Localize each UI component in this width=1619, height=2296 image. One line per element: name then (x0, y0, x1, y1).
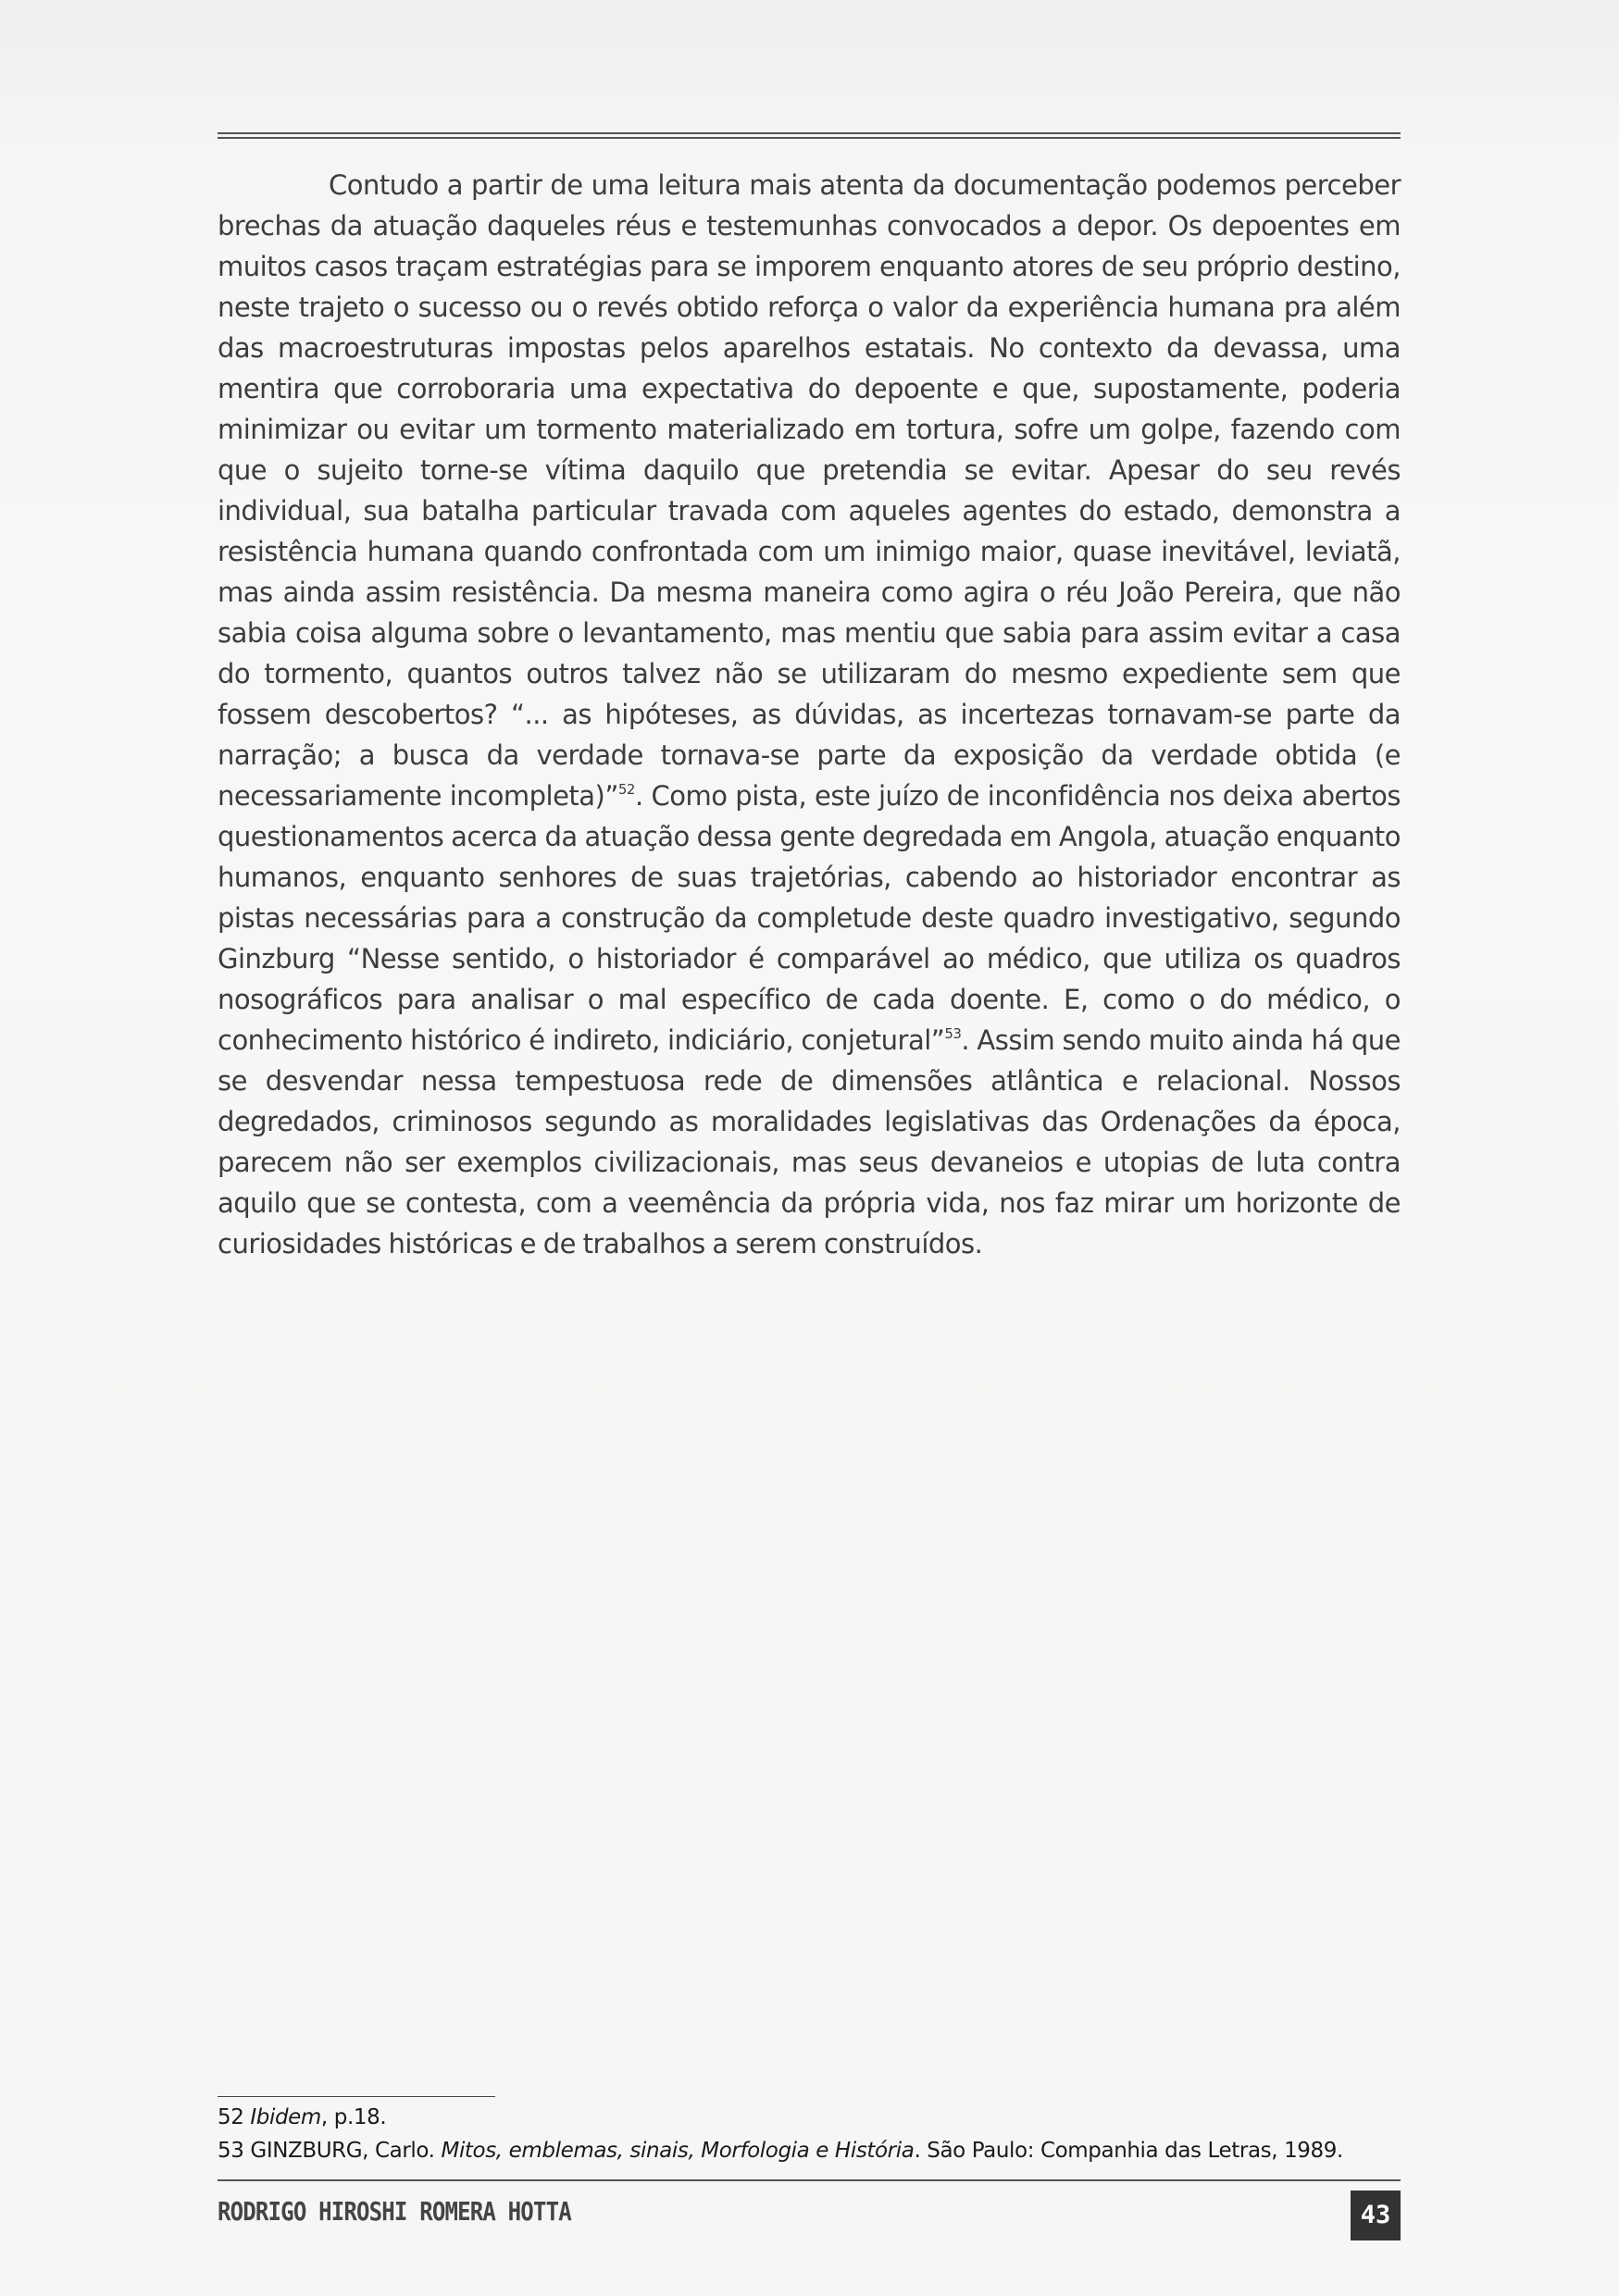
footnote-italic-title: Ibidem (250, 2105, 321, 2129)
footnote-ref-52: 52 (617, 781, 635, 798)
footnotes (218, 2101, 1401, 2167)
footnote-text: GINZBURG, Carlo. (250, 2139, 442, 2163)
body-text-part-1: Contudo a partir de uma leitura mais atenta da documentação podemos perceber brechas da atuação daqueles réus e testemunhas convocados a depor. Os depoentes em muitos casos traçam estratégias para se imporem enquanto atores de seu próprio destino, neste trajeto o sucesso ou o revés obtido reforça o valor da experiência humana pra além das macroestruturas impostas pelos aparelhos estatais. No contexto da devassa, uma mentira que corroboraria uma expectativa do depoente e que, supostamente, poderia minimizar ou evitar um tormento materializado em tortura, sofre um golpe, fazendo com que o sujeito torne-se vítima daquilo que pretendia se evitar. Apesar do seu revés individual, sua batalha particular travada com aqueles agentes do estado, demonstra a resistência humana quando confrontada com um inimigo maior, quase inevitável, leviatã, mas ainda assim resistência. Da mesma maneira como agira o réu João Pereira, que não sabia coisa alguma sobre o levantamento, mas mentiu que sabia para assim evitar a casa do tormento, quantos outros talvez não se utilizaram do mesmo expediente sem que fossem descobertos? “... as hipóteses, as dúvidas, as incertezas tornavam-se parte da narração; a busca da verdade tornava-se parte da exposição da verdade obtida (e necessariamente incompleta)” (218, 169, 1401, 812)
page-number-badge: 43 (1351, 2191, 1401, 2240)
body-text-part-3: . Assim sendo muito ainda há que se desvendar nessa tempestuosa rede de dimensões atlântica e relacional. Nossos degredados, criminosos segundo as moralidades legislativas das Ordenações da época, parecem não ser exemplos civilizacionais, mas seus devaneios e utopias de luta contra aquilo que se contesta, com a veemência da própria vida, nos faz mirar um horizonte de curiosidades históricas e de trabalhos a serem construídos. (218, 1024, 1401, 1260)
footnote-italic-title: Mitos, emblemas, sinais, Morfologia e História (441, 2139, 915, 2163)
footnote-ref-53: 53 (944, 1025, 962, 1042)
footnote-text: , p.18. (320, 2105, 387, 2129)
header-rule (218, 132, 1401, 139)
body-text-part-2: . Como pista, este juízo de inconfidência nos deixa abertos questionamentos acerca da atuação dessa gente degredada em Angola, atuação enquanto humanos, enquanto senhores de suas trajetórias, cabendo ao historiador encontrar as pistas necessárias para a construção da completude deste quadro investigativo, segundo Ginzburg “Nesse sentido, o historiador é comparável ao médico, que utiliza os quadros nosográficos para analisar o mal específico de cada doente. E, como o do médico, o conhecimento histórico é indireto, indiciário, conjetural” (218, 780, 1401, 1056)
footnote-separator (218, 2096, 495, 2097)
footnote-53 (218, 2134, 1401, 2167)
body-paragraph (218, 165, 1401, 1264)
footnote-52 (218, 2101, 1401, 2134)
footnote-number: 53 (218, 2139, 244, 2163)
footnote-number: 52 (218, 2105, 244, 2129)
footer-rule (218, 2179, 1401, 2181)
author-name: RODRIGO HIROSHI ROMERA HOTTA (218, 2196, 571, 2227)
footnote-text: . São Paulo: Companhia das Letras, 1989. (914, 2139, 1343, 2163)
